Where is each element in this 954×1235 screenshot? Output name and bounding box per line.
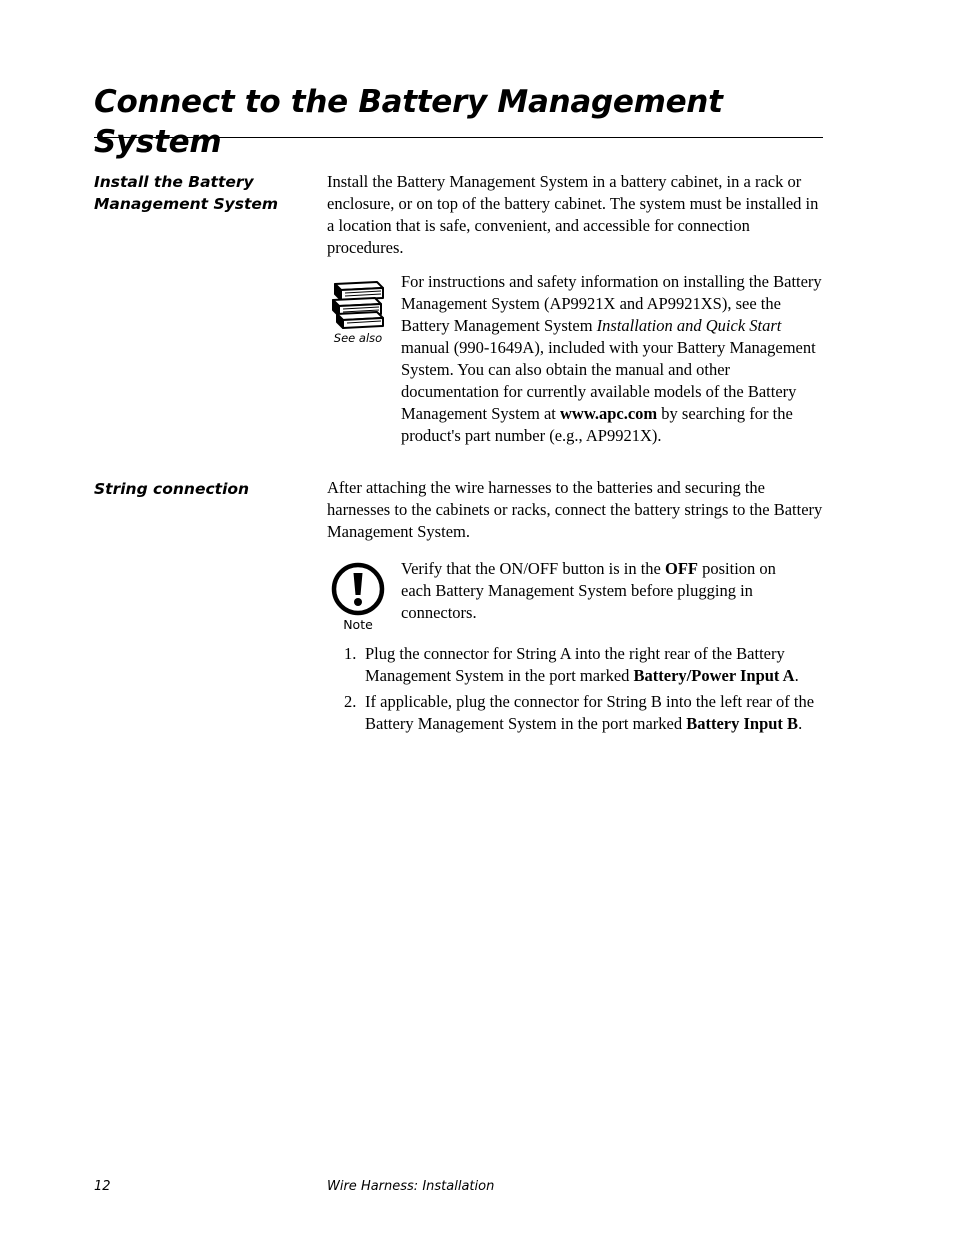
see-also-text-part2: manual (990-1649A), included with your Battery Management System. You can also obtain the manual and other documentation for currently available models of the Battery Management System at (401, 338, 816, 423)
website-link[interactable]: www.apc.com (560, 404, 658, 423)
step-port-name: Battery/Power Input A (633, 666, 795, 685)
list-item (344, 643, 860, 687)
note-text-bold: OFF (664, 559, 698, 578)
note-block (326, 561, 390, 632)
page-title: Connect to the Battery Management System (94, 84, 723, 160)
install-heading (94, 171, 309, 215)
step-number: 1. (344, 644, 357, 663)
note-label: Note (343, 617, 373, 632)
list-item (344, 691, 860, 735)
install-paragraph: Install the Battery Management System in a battery cabinet, in a rack or enclosure, or on top of the battery cabinet. The system must be installed in a location that is safe, convenient, and accessible for connection procedures. (327, 172, 819, 257)
see-also-text (401, 271, 831, 447)
steps-list (327, 643, 860, 739)
see-also-label: See also (333, 331, 383, 345)
footer-section-title: Wire Harness: Installation (327, 1179, 495, 1194)
step-text: Plug the connector for String A into the right rear of the Battery Management System in the port marked (365, 644, 785, 685)
step-number: 2. (344, 692, 357, 711)
note-text (401, 558, 806, 624)
see-also-text-part1: For instructions and safety information on installing the Battery Management System (AP9921X and AP9921XS), see the Battery Management System (401, 272, 822, 335)
step-end: . (794, 666, 799, 685)
step-port-name: Battery Input B (686, 714, 799, 733)
books-icon (329, 278, 387, 330)
install-heading-line2: Management System (94, 195, 279, 213)
exclamation-circle-icon (330, 561, 386, 617)
manual-title: Installation and Quick Start (596, 316, 782, 335)
see-also-block (326, 278, 390, 345)
step-end: . (798, 714, 803, 733)
install-heading-line1: Install the Battery (94, 173, 254, 191)
note-text-part1: Verify that the ON/OFF button is in the (401, 559, 665, 578)
see-also-text-part3: by searching for the product's part number (e.g., AP9921X). (401, 404, 793, 445)
string-connection-heading: String connection (94, 480, 250, 498)
title-divider (94, 137, 823, 138)
page-number: 12 (94, 1179, 111, 1194)
step-text: If applicable, plug the connector for String B into the left rear of the Battery Management System in the port marked (365, 692, 815, 733)
string-connection-paragraph: After attaching the wire harnesses to the batteries and securing the harnesses to the cabinets or racks, connect the battery strings to the Battery Management System. (327, 478, 823, 541)
note-text-part2: position on each Battery Management System before plugging in connectors. (401, 559, 776, 622)
